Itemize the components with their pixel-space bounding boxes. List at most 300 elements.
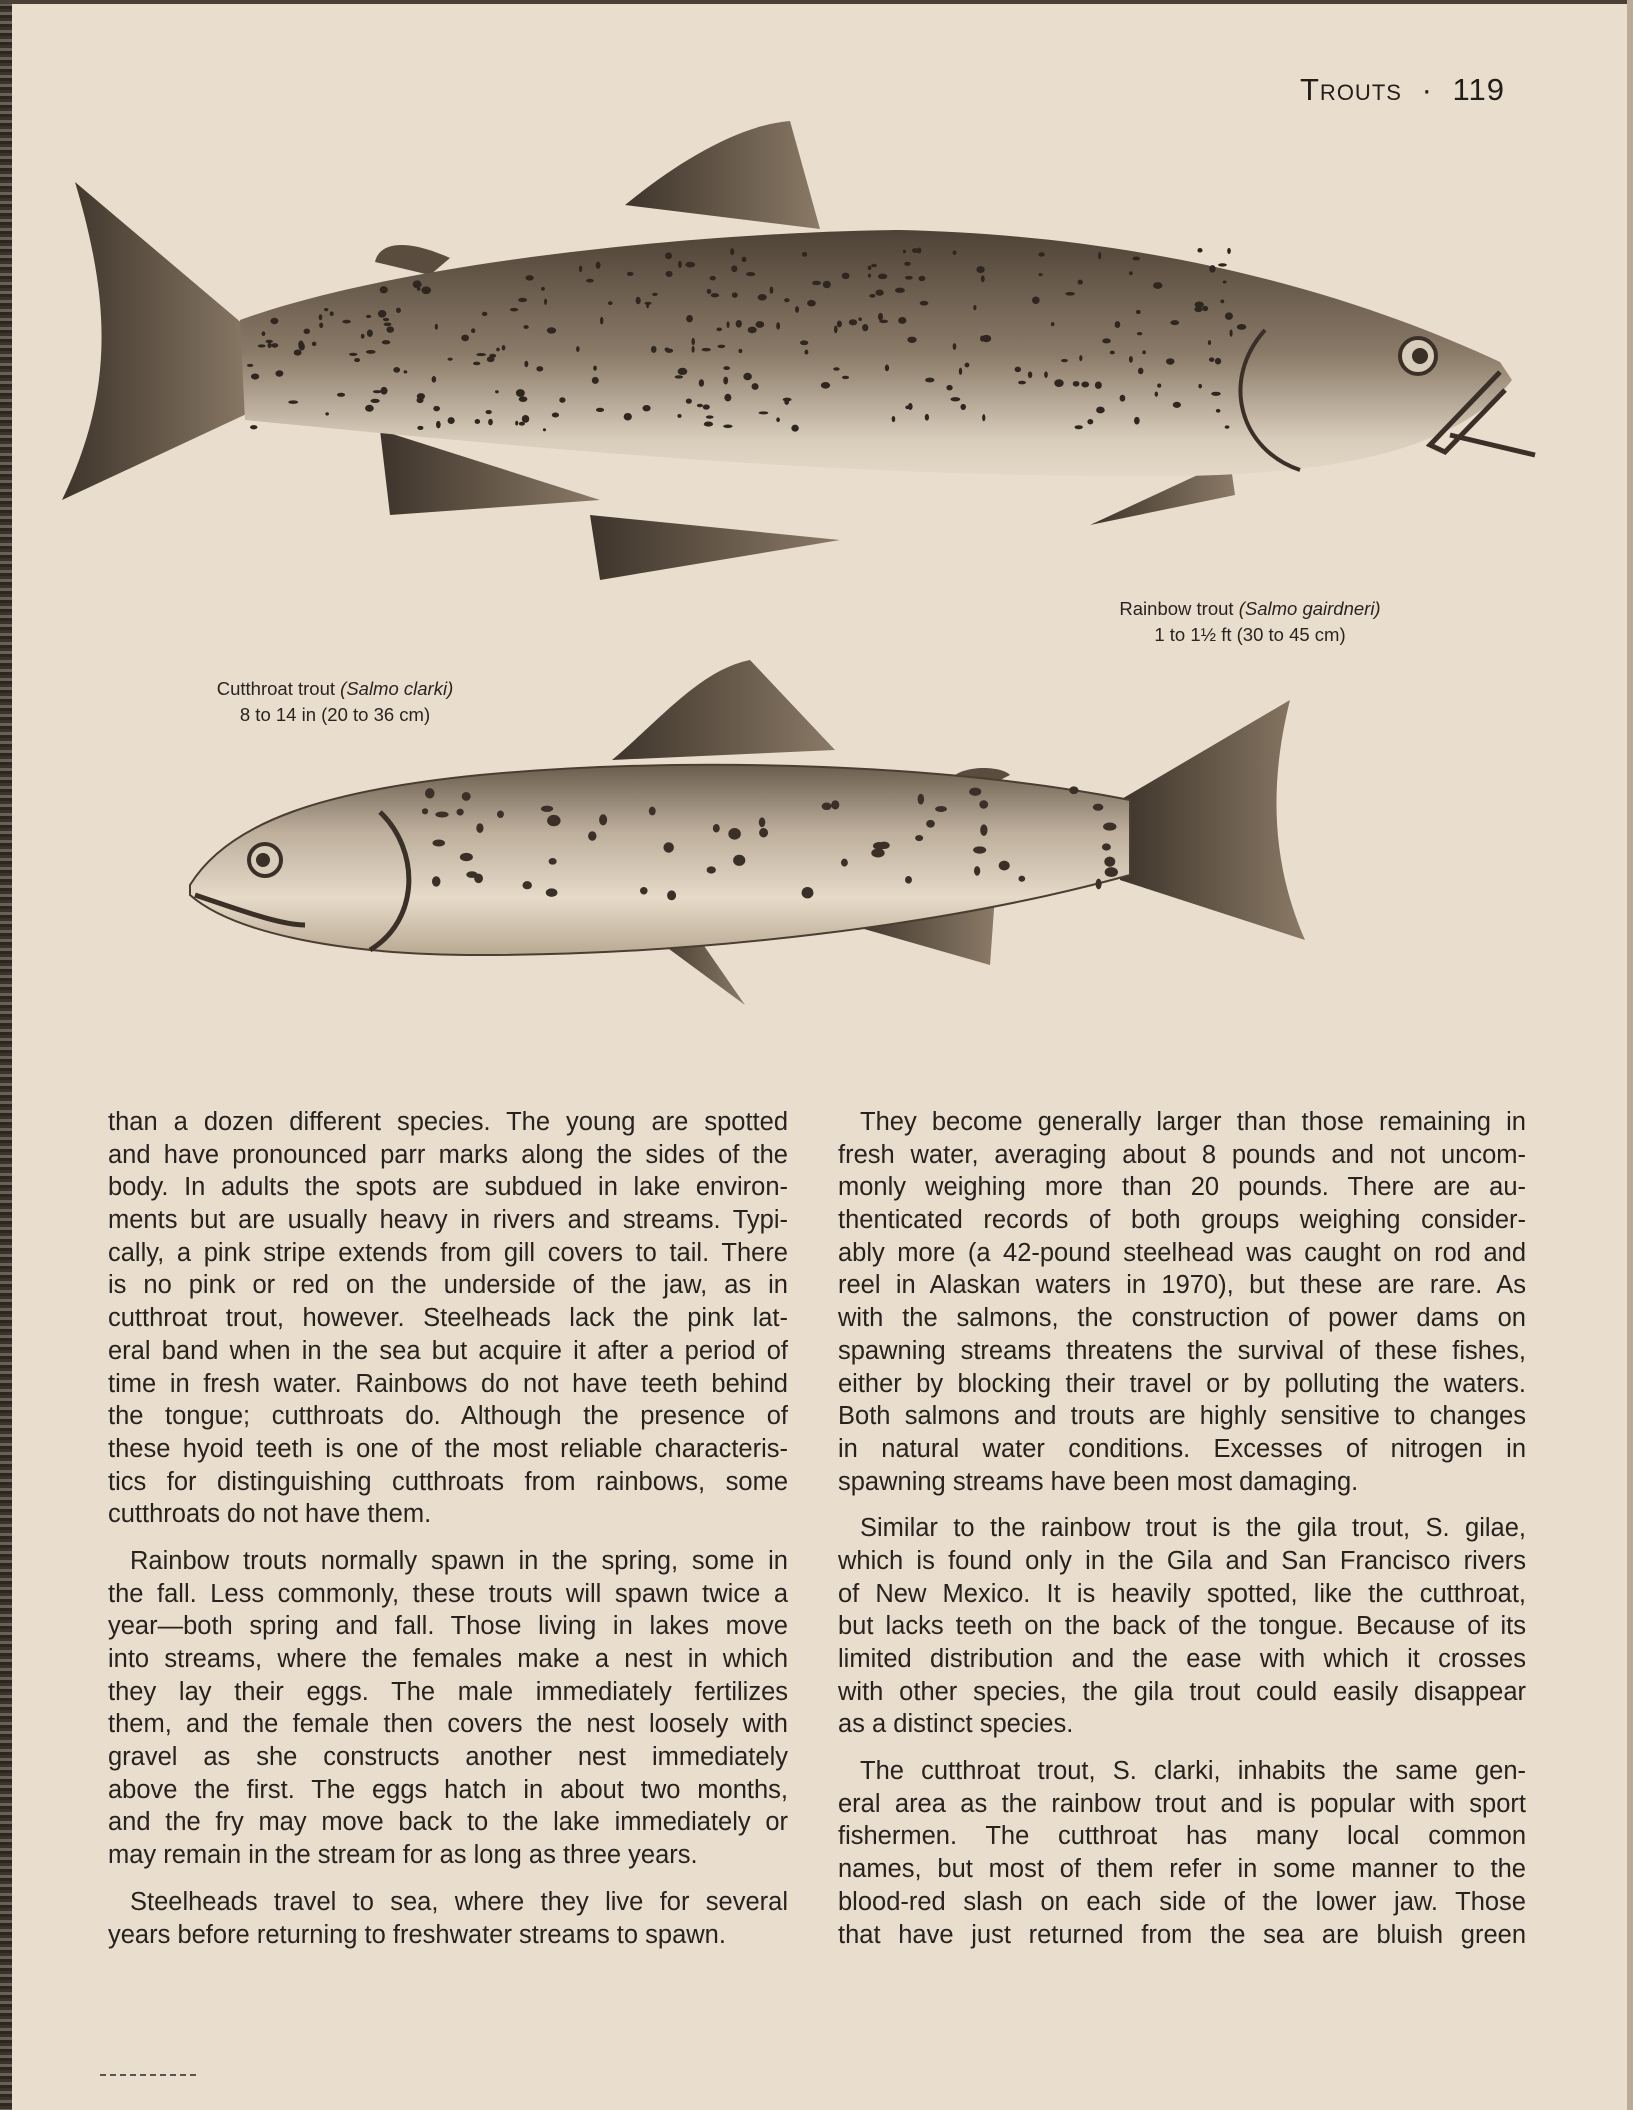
text-line: ably more (a 42-pound steelhead was caught on rod and [838, 1238, 1526, 1267]
text-line: spawning streams have been most damaging. [838, 1467, 1359, 1496]
spot [925, 378, 934, 383]
rainbow-trout-illustration [62, 121, 1535, 580]
spot [677, 414, 681, 418]
spot [1038, 252, 1044, 256]
text-line: Rainbow trouts normally spawn in the spring, some in [130, 1546, 788, 1575]
spot [1155, 391, 1158, 396]
spot [965, 363, 970, 368]
spot [652, 293, 658, 296]
spot [495, 390, 499, 393]
spot [288, 400, 298, 404]
spot [1065, 292, 1075, 296]
spot [516, 389, 525, 397]
spot [593, 366, 597, 371]
spot [804, 350, 808, 355]
spot [980, 824, 987, 836]
spot [552, 413, 559, 418]
spot [903, 249, 906, 253]
spot [384, 323, 392, 327]
spot [831, 800, 839, 809]
paragraph [108, 1545, 788, 1872]
spot [366, 315, 371, 318]
text-line: reel in Alaskan waters in 1970), but these are rare. As [838, 1271, 1526, 1300]
spot [862, 324, 868, 331]
spot [541, 287, 545, 291]
spot [1103, 823, 1116, 831]
rainbow-common-name: Rainbow trout [1119, 598, 1234, 619]
spot [702, 348, 711, 352]
spot [1202, 306, 1208, 311]
spot [953, 343, 957, 350]
spot [879, 842, 890, 849]
spot [354, 358, 360, 362]
text-line: cutthroat trout, however. Steelheads lack the pink lat- [108, 1304, 788, 1333]
text-line: cutthroats do not have them. [108, 1500, 432, 1529]
spot [821, 382, 830, 389]
text-line: year—both spring and fall. Those living in lakes move [108, 1612, 788, 1641]
spot [366, 350, 376, 354]
spot [728, 828, 741, 840]
spot [365, 405, 374, 412]
spot [905, 405, 910, 409]
spot [1018, 876, 1025, 882]
rainbow-trout-caption [1040, 596, 1460, 648]
spot [982, 335, 992, 342]
spot [515, 421, 518, 426]
text-line: they lay their eggs. The male immediately fertilizes [108, 1677, 788, 1706]
spot [723, 424, 732, 428]
spot [1093, 804, 1104, 811]
spot [976, 266, 984, 273]
spot [664, 347, 669, 351]
spot [466, 871, 477, 878]
text-line: ments but are usually heavy in rivers and streams. Typi- [108, 1206, 788, 1235]
spot [432, 376, 437, 383]
spot [651, 346, 657, 353]
spot [1110, 351, 1115, 355]
spot [608, 301, 613, 305]
cutthroat-size: 8 to 14 in (20 to 36 cm) [239, 704, 431, 725]
spot [918, 794, 924, 805]
paragraph [838, 1755, 1526, 1951]
rainbow-adipose-fin [375, 245, 450, 275]
spot [1153, 282, 1163, 289]
spot [1038, 273, 1042, 276]
spot [666, 271, 673, 277]
spot [271, 343, 278, 348]
body-text-right-column [838, 1106, 1526, 1965]
spot [559, 397, 565, 403]
spot [842, 376, 849, 379]
spot [523, 325, 528, 329]
spot [524, 361, 528, 367]
text-line: Both salmons and trouts are highly sensitive to changes [838, 1402, 1526, 1431]
spot [251, 373, 259, 379]
spot [752, 383, 759, 390]
spot [342, 320, 351, 324]
spot [706, 415, 714, 418]
spot [759, 411, 769, 414]
spot [691, 338, 695, 345]
paragraph [838, 1512, 1526, 1741]
text-line: body. In adults the spots are subdued in lake environ- [108, 1173, 788, 1202]
spot [1087, 419, 1093, 424]
spot [370, 399, 379, 403]
spot [476, 823, 483, 833]
spot [579, 266, 582, 273]
spot [644, 302, 651, 305]
spot [1081, 382, 1089, 388]
spot [716, 327, 722, 331]
text-line: blood-red slash on each side of the lower jaw. Those [838, 1887, 1526, 1916]
spot [999, 861, 1010, 871]
spot [1096, 879, 1102, 890]
spot [1209, 265, 1215, 272]
rainbow-dorsal-fin [625, 121, 820, 229]
spot [842, 273, 850, 279]
spot [739, 349, 743, 353]
spot [833, 367, 839, 370]
spot [435, 812, 448, 818]
spot [396, 308, 401, 313]
spot [1098, 252, 1101, 260]
spot [834, 325, 838, 333]
spot [730, 248, 734, 255]
spot [486, 410, 492, 414]
spot [871, 264, 877, 268]
spot [1078, 280, 1083, 285]
text-line: fishermen. The cutthroat has many local common [838, 1822, 1526, 1851]
spot [878, 274, 887, 280]
spot [711, 293, 719, 297]
spot [1225, 425, 1230, 428]
spot [250, 425, 257, 429]
text-line: as a distinct species. [838, 1710, 1074, 1739]
cutthroat-scientific-name: (Salmo clarki) [340, 678, 454, 699]
spot [849, 319, 857, 325]
text-line: and have pronounced parr marks along the sides of the [108, 1140, 788, 1169]
spot [1073, 381, 1080, 387]
spot [294, 349, 302, 355]
spot [298, 340, 303, 348]
spot [1170, 320, 1179, 325]
spot [324, 308, 328, 311]
cutthroat-common-name: Cutthroat trout [216, 678, 336, 699]
spot [525, 275, 533, 280]
spot [1075, 425, 1083, 429]
spot [247, 364, 253, 367]
spot [665, 252, 672, 259]
text-line: above the first. The eggs hatch in about two months, [108, 1775, 788, 1804]
spot [462, 792, 471, 801]
spot [841, 859, 848, 867]
spot [892, 416, 896, 422]
spot [471, 328, 475, 333]
spot [546, 888, 558, 897]
spot [1227, 248, 1231, 254]
spot [678, 261, 682, 269]
spot [791, 425, 798, 432]
spot [770, 287, 774, 294]
spot [733, 855, 745, 866]
text-line: that have just returned from the sea are bluish green [838, 1920, 1526, 1949]
spot [536, 366, 543, 371]
scan-mark [100, 2074, 200, 2076]
spot [776, 322, 780, 329]
spot [979, 800, 988, 808]
spot [895, 288, 905, 293]
spot [596, 262, 601, 269]
spot [436, 421, 441, 428]
spot [822, 803, 832, 811]
spot [543, 428, 546, 431]
spot [1069, 786, 1078, 794]
spot [905, 876, 912, 884]
spot [685, 262, 695, 268]
spot [675, 375, 683, 378]
cutthroat-trout-caption [170, 676, 500, 728]
spot [404, 370, 408, 373]
text-line: tics for distinguishing cutthroats from rainbows, some [108, 1467, 788, 1496]
spot [349, 353, 357, 356]
spot [953, 250, 957, 255]
spot [367, 330, 373, 337]
spot [1032, 296, 1040, 304]
spot [960, 404, 965, 410]
spot [510, 308, 518, 312]
spot [433, 406, 440, 412]
spot [925, 414, 929, 421]
spot [723, 377, 728, 385]
spot [807, 300, 816, 307]
text-line: gravel as she constructs another nest immediately [108, 1743, 788, 1772]
spot [487, 356, 495, 362]
spot [746, 272, 755, 276]
spot [518, 298, 527, 302]
spot [742, 257, 747, 262]
text-line: limited distribution and the ease with which it crosses [838, 1645, 1526, 1673]
spot [1216, 409, 1221, 413]
spot [448, 417, 455, 424]
spot [1138, 368, 1144, 375]
rainbow-pupil [1412, 348, 1428, 364]
text-line: eral area as the rainbow trout and is popular with sport [838, 1789, 1526, 1818]
text-line: time in fresh water. Rainbows do not have teeth behind [108, 1369, 788, 1398]
spot [432, 876, 440, 886]
spot [1157, 383, 1161, 387]
spot [588, 831, 596, 841]
spot [383, 318, 389, 321]
spot [1134, 417, 1140, 425]
spot [973, 305, 976, 310]
spot [823, 281, 831, 289]
running-head-section: Trouts [1300, 72, 1402, 107]
paragraph [108, 1106, 788, 1531]
text-line: with the salmons, the construction of power dams on [838, 1304, 1526, 1333]
spot [1105, 867, 1118, 877]
spot [1230, 330, 1233, 337]
spot [1102, 338, 1111, 343]
spot [920, 301, 929, 306]
spot [1218, 263, 1227, 266]
spot [707, 289, 712, 294]
spot [776, 417, 780, 422]
text-line: and the fry may move back to the lake immediately or [108, 1808, 788, 1837]
spot [475, 419, 480, 424]
spot [686, 315, 693, 322]
spot [496, 348, 499, 352]
spot [879, 320, 888, 323]
spot [547, 327, 556, 333]
spot [756, 321, 765, 328]
spot [974, 866, 980, 876]
text-line: than a dozen different species. The young are spotted [108, 1108, 788, 1136]
spot [1173, 402, 1181, 408]
spot [802, 252, 807, 257]
spot [380, 387, 387, 395]
text-line: the tongue; cutthroats do. Although the presence of [108, 1402, 788, 1431]
spot [473, 362, 480, 366]
spot [732, 292, 738, 297]
spot [1198, 384, 1202, 389]
text-line: eral band when in the sea but acquire it after a period of [108, 1336, 788, 1365]
spot [1223, 280, 1227, 283]
text-line: years before returning to freshwater streams to spawn. [108, 1920, 726, 1949]
spot [868, 266, 872, 270]
page-number: 119 [1452, 72, 1505, 107]
text-line: into streams, where the females make a nest in which [108, 1645, 788, 1673]
spot [330, 311, 334, 316]
spot [312, 342, 317, 346]
spot [703, 404, 710, 409]
spot [1044, 371, 1048, 378]
spot [417, 426, 423, 430]
spot [519, 422, 525, 426]
spot [544, 299, 547, 305]
spot [421, 286, 431, 294]
spot [547, 815, 560, 826]
spot [727, 321, 730, 328]
spot [784, 298, 789, 302]
spot [378, 310, 387, 318]
spot [1104, 857, 1115, 867]
spot [636, 297, 641, 305]
spot [361, 334, 365, 339]
text-line: may remain in the stream for as long as three years. [108, 1841, 698, 1870]
spot [858, 317, 862, 321]
body-text-left-column [108, 1106, 788, 1965]
spot [926, 820, 935, 828]
spot [1211, 392, 1221, 396]
text-line: with other species, the gila trout could easily disappear [838, 1677, 1526, 1706]
text-line: thenticated records of both groups weighing consider- [838, 1206, 1526, 1235]
spot [1166, 358, 1175, 364]
spot [710, 276, 716, 281]
spot [686, 399, 692, 404]
spot [596, 408, 604, 412]
spot [1115, 321, 1121, 328]
spot [258, 344, 266, 347]
spot [460, 853, 473, 861]
text-line: names, but most of them refer in some manner to the [838, 1855, 1526, 1884]
spot [748, 327, 757, 334]
spot [522, 881, 531, 889]
spot [1018, 381, 1026, 385]
spot [386, 326, 393, 332]
spot [422, 808, 428, 814]
text-line: which is found only in the Gila and San Francisco rivers [838, 1546, 1526, 1575]
spot [576, 346, 580, 352]
spot [812, 281, 821, 285]
spot [969, 788, 981, 796]
spot [1208, 340, 1211, 345]
spot [319, 314, 323, 320]
spot [713, 824, 720, 832]
spot [461, 335, 469, 342]
spot [759, 817, 766, 827]
cutthroat-pupil [256, 853, 270, 867]
spot [1225, 312, 1233, 319]
text-line: of New Mexico. It is heavily spotted, like the cutthroat, [838, 1579, 1526, 1608]
spot [982, 414, 985, 421]
spot [1215, 358, 1221, 365]
spot [704, 422, 713, 427]
spot [802, 887, 814, 898]
rainbow-anal-fin [590, 515, 840, 580]
spot [1015, 367, 1021, 373]
spot [663, 842, 673, 853]
spot [912, 248, 918, 253]
spot [1102, 843, 1111, 850]
spot [1095, 381, 1102, 388]
spot [425, 788, 434, 798]
paragraph [108, 1886, 788, 1951]
spot [1197, 248, 1202, 253]
spot [707, 866, 716, 873]
text-line: They become generally larger than those remaining in [860, 1108, 1526, 1136]
spot [413, 280, 422, 288]
spot [723, 366, 730, 370]
spot [697, 404, 703, 407]
spot [643, 405, 651, 411]
spot [476, 353, 486, 356]
spot [743, 373, 752, 380]
spot [435, 324, 438, 330]
spot [919, 276, 926, 281]
spot [935, 806, 947, 812]
spot [497, 810, 504, 818]
spot [1220, 300, 1224, 304]
spot [724, 394, 731, 402]
spot [1028, 371, 1032, 378]
cutthroat-tail-fin [1120, 700, 1305, 940]
spot [262, 331, 266, 336]
spot [1129, 271, 1133, 275]
text-line: monly weighing more than 20 pounds. There are au- [838, 1173, 1526, 1202]
spot [678, 368, 688, 375]
text-line: in natural water conditions. Excesses of nitrogen in [838, 1434, 1526, 1463]
spot [731, 265, 737, 272]
spot [885, 364, 889, 371]
text-line: spawning streams threatens the survival of these fishes, [838, 1336, 1526, 1365]
spot [1120, 395, 1126, 402]
spot [667, 890, 676, 900]
spot [758, 294, 767, 300]
spot [1194, 306, 1202, 312]
text-line: The cutthroat trout, S. clarki, inhabits the same gen- [860, 1757, 1526, 1786]
text-line: these hyoid teeth is one of the most reliable characteris- [108, 1434, 788, 1463]
text-line: them, and the female then covers the nest loosely with [108, 1710, 788, 1739]
